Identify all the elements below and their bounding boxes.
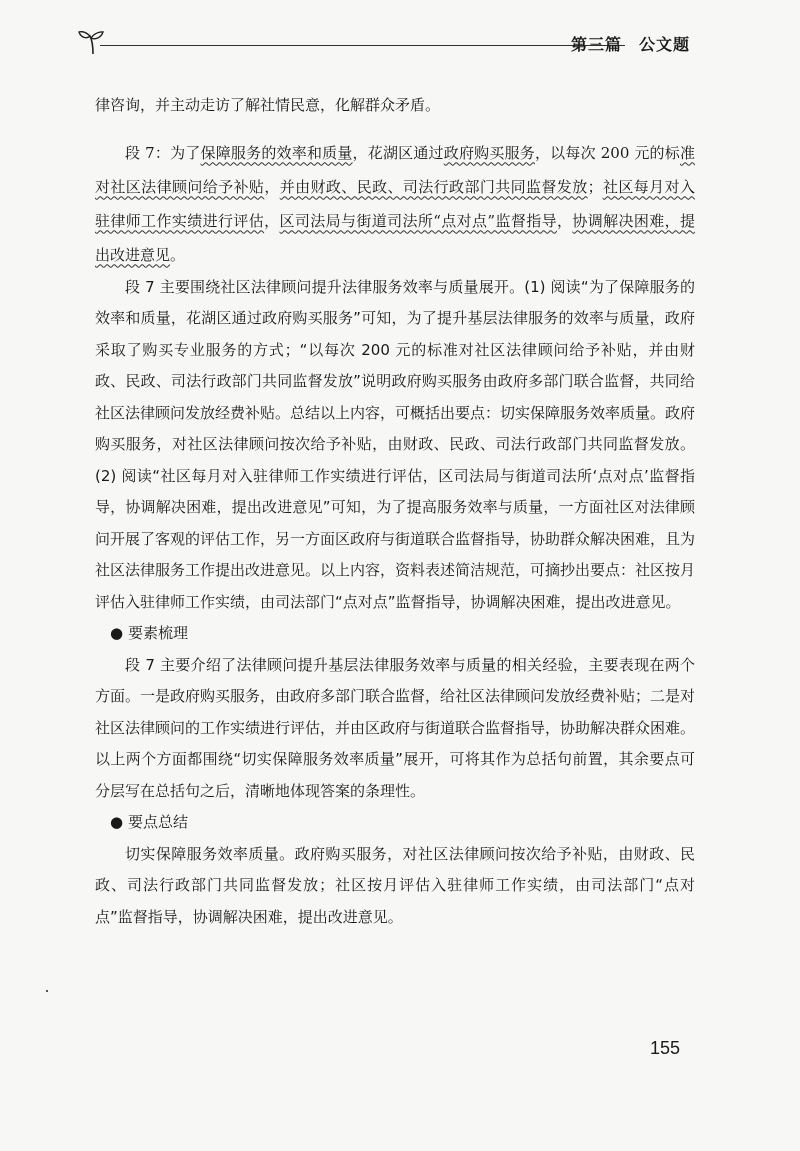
section-heading-summary: ● 要点总结 xyxy=(95,807,695,839)
section-title: 第三篇 公文题 xyxy=(570,35,690,54)
bullet-icon: ● xyxy=(110,624,124,642)
page-number: 155 xyxy=(650,1038,681,1058)
bullet-icon: ● xyxy=(110,813,124,831)
scan-speck xyxy=(46,990,48,992)
paragraph-source-text: 段 7：为了保障服务的效率和质量，花湖区通过政府购买服务，以每次 200 元的标准对社区法律顾问给予补贴，并由财政、民政、司法行政部门共同监督发放；社区每月对入驻律师工作实绩进行评估，区司法局与街道司法所“点对点”监督指导，协调解决困难，提出改进意见。 xyxy=(95,143,695,264)
header-rule xyxy=(100,45,625,46)
section-heading-elements: ● 要素梳理 xyxy=(95,618,695,650)
paragraph-continuation: 律咨询，并主动走访了解社情民意，化解群众矛盾。 xyxy=(95,96,441,114)
paragraph-elements: 段 7 主要介绍了法律顾问提升基层法律服务效率与质量的相关经验，主要表现在两个方面。一是政府购买服务，由政府多部门联合监督，给社区法律顾问发放经费补贴；二是对社区法律顾问的工作实绩进行评估，并由区政府与街道联合监督指导，协助解决群众困难。以上两个方面都围绕“切实保障服务效率质量”展开，可将其作为总括句前置，其余要点可分层写在总括句之后，清晰地体现答案的条理性。 xyxy=(95,655,696,800)
paragraph-analysis: 段 7 主要围绕社区法律顾问提升法律服务效率与质量展开。(1) 阅读“为了保障服务的效率和质量，花湖区通过政府购买服务”可知，为了提升基层法律服务的效率与质量，政府采取了购买专业服务的方式；“以每次 200 元的标准对社区法律顾问给予补贴，并由财政、民政、司法行政部门共同监督发放”说明政府购买服务由政府多部门联合监督，共同给社区法律顾问发放经费补贴。总结以上内容，可概括出要点：切实保障服务效率质量。政府购买服务，对社区法律顾问按次给予补贴，由财政、民政、司法行政部门共同监督发放。(2) 阅读“社区每月对入驻律师工作实绩进行评估，区司法局与街道司法所‘点对点’监督指导，协调解决困难，提出改进意见”可知，为了提高服务效率与质量，一方面社区对法律顾问开展了客观的评估工作，另一方面区政府与街道联合监督指导，协助群众解决困难，且为社区法律服务工作提出改进意见。以上内容，资料表述简洁规范，可摘抄出要点：社区按月评估入驻律师工作实绩，由司法部门“点对点”监督指导，协调解决困难，提出改进意见。 xyxy=(95,277,696,611)
sprout-icon xyxy=(78,26,108,56)
page-header xyxy=(78,22,708,62)
paragraph-summary: 切实保障服务效率质量。政府购买服务，对社区法律顾问按次给予补贴，由财政、民政、司法行政部门共同监督发放；社区按月评估入驻律师工作实绩，由司法部门“点对点”监督指导，协调解决困难，提出改进意见。 xyxy=(95,844,695,926)
page-content xyxy=(95,90,695,933)
